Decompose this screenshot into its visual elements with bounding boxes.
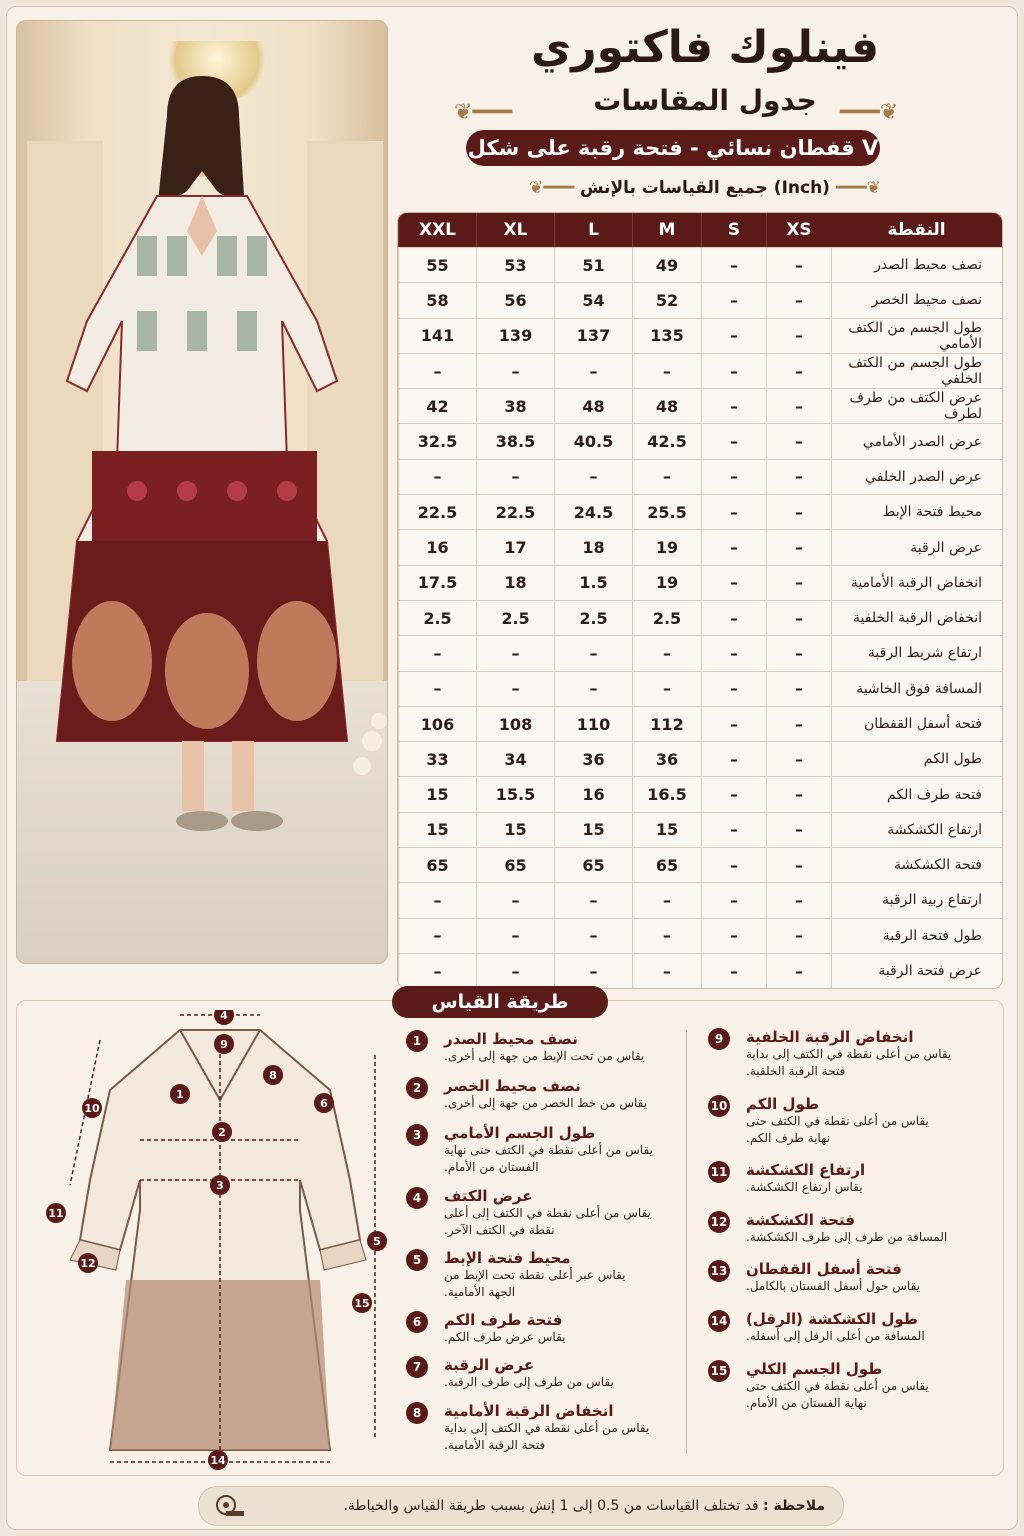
guide-item-title: نصف محيط الخصر xyxy=(444,1077,581,1095)
cell-xxl: 22.5 xyxy=(398,494,476,529)
cell-m: 49 xyxy=(632,247,701,282)
guide-item-title: انخفاض الرقبة الخلفية xyxy=(746,1028,914,1046)
cell-xxl: 65 xyxy=(398,847,476,882)
table-row xyxy=(398,953,1002,988)
cell-m: 15 xyxy=(632,812,701,847)
cell-l: 2.5 xyxy=(554,600,632,635)
col-header-xxl: XXL xyxy=(398,213,476,247)
cell-xl: – xyxy=(476,635,554,670)
cell-l: – xyxy=(554,882,632,917)
svg-text:12: 12 xyxy=(80,1257,96,1270)
guide-item-8 xyxy=(410,1402,655,1454)
step-number-badge: 15 xyxy=(708,1360,730,1382)
col-header-xl: XL xyxy=(476,213,554,247)
guide-item-title: فتحة الكشكشة xyxy=(746,1211,855,1229)
table-row xyxy=(398,388,1002,423)
guide-item-title: عرض الرقبة xyxy=(444,1356,535,1374)
cell-s: – xyxy=(701,882,766,917)
size-table-header xyxy=(398,213,1002,247)
cell-s: – xyxy=(701,318,766,353)
cell-xs: – xyxy=(766,635,831,670)
table-row xyxy=(398,459,1002,494)
table-row xyxy=(398,494,1002,529)
row-label: فتحة طرف الكم xyxy=(831,776,1002,811)
svg-text:14: 14 xyxy=(210,1454,226,1467)
cell-xxl: 33 xyxy=(398,741,476,776)
table-row xyxy=(398,247,1002,282)
guide-item-desc: يقاس من أعلى نقطة في الكتف حتى نهاية الفستان من الأمام. xyxy=(746,1379,929,1410)
step-number-badge: 4 xyxy=(406,1187,428,1209)
row-label: ارتفاع الكشكشة xyxy=(831,812,1002,847)
cell-xxl: – xyxy=(398,459,476,494)
cell-s: – xyxy=(701,918,766,953)
cell-xxl: – xyxy=(398,882,476,917)
row-label: محيط فتحة الإبط xyxy=(831,494,1002,529)
svg-text:6: 6 xyxy=(320,1097,328,1110)
guide-item-12 xyxy=(712,1211,952,1246)
cell-s: – xyxy=(701,953,766,988)
guide-item-desc: يقاس حول أسفل الفستان بالكامل. xyxy=(746,1279,920,1293)
cell-xxl: – xyxy=(398,671,476,706)
ornament-right-small-icon: ━━━❦ xyxy=(835,178,881,198)
step-number-badge: 8 xyxy=(406,1402,428,1424)
table-row xyxy=(398,847,1002,882)
cell-s: – xyxy=(701,247,766,282)
step-number-badge: 6 xyxy=(406,1311,428,1333)
cell-s: – xyxy=(701,847,766,882)
step-number-badge: 13 xyxy=(708,1260,730,1282)
cell-s: – xyxy=(701,776,766,811)
cell-xl: 65 xyxy=(476,847,554,882)
brand-title: فينلوك فاكتوري xyxy=(530,22,880,73)
guide-item-title: نصف محيط الصدر xyxy=(444,1030,578,1048)
guide-item-desc: يقاس من خط الخصر من جهة إلى أخرى. xyxy=(444,1096,648,1110)
cell-xs: – xyxy=(766,776,831,811)
guide-item-7 xyxy=(410,1356,655,1391)
table-row xyxy=(398,706,1002,741)
size-table xyxy=(397,212,1003,989)
cell-m: 16.5 xyxy=(632,776,701,811)
row-label: طول فتحة الرقبة xyxy=(831,918,1002,953)
cell-xs: – xyxy=(766,388,831,423)
cell-xl: 56 xyxy=(476,282,554,317)
cell-l: 16 xyxy=(554,776,632,811)
cell-xxl: 15 xyxy=(398,776,476,811)
cell-xs: – xyxy=(766,423,831,458)
table-row xyxy=(398,353,1002,388)
table-row xyxy=(398,882,1002,917)
guide-item-14 xyxy=(712,1310,952,1345)
cell-xl: 22.5 xyxy=(476,494,554,529)
row-label: ارتفاع ربية الرقبة xyxy=(831,882,1002,917)
cell-l: – xyxy=(554,459,632,494)
row-label: طول الكم xyxy=(831,741,1002,776)
cell-l: 15 xyxy=(554,812,632,847)
cell-xs: – xyxy=(766,529,831,564)
row-label: ارتفاع شريط الرقبة xyxy=(831,635,1002,670)
units-line xyxy=(400,178,1010,198)
guide-divider xyxy=(686,1030,687,1454)
cell-m: 42.5 xyxy=(632,423,701,458)
cell-l: – xyxy=(554,671,632,706)
guide-item-title: انخفاض الرقبة الأمامية xyxy=(444,1402,614,1420)
measuring-guide-title: طريقة القياس xyxy=(392,986,608,1018)
guide-item-title: طول الجسم الأمامي xyxy=(444,1124,596,1142)
cell-xxl: 42 xyxy=(398,388,476,423)
cell-xs: – xyxy=(766,741,831,776)
cell-m: – xyxy=(632,635,701,670)
cell-l: – xyxy=(554,953,632,988)
step-number-badge: 12 xyxy=(708,1211,730,1233)
cell-l: 51 xyxy=(554,247,632,282)
cell-xl: 18 xyxy=(476,565,554,600)
cell-l: 36 xyxy=(554,741,632,776)
cell-xl: 38.5 xyxy=(476,423,554,458)
col-header-point: النقطة xyxy=(831,213,1002,247)
cell-m: 52 xyxy=(632,282,701,317)
cell-m: 65 xyxy=(632,847,701,882)
step-number-badge: 2 xyxy=(406,1077,428,1099)
table-row xyxy=(398,600,1002,635)
cell-xs: – xyxy=(766,318,831,353)
cell-xl: – xyxy=(476,459,554,494)
cell-xs: – xyxy=(766,353,831,388)
guide-item-desc: يقاس من أعلى نقطة في الكتف حتى نهاية طرف الكم. xyxy=(746,1114,929,1145)
guide-item-desc: يقاس من أعلى نقطة في الكتف إلى أعلى نقطة في الكتف الآخر. xyxy=(444,1206,651,1237)
table-row xyxy=(398,565,1002,600)
guide-item-11 xyxy=(712,1161,952,1196)
guide-item-title: فتحة أسفل القفطان xyxy=(746,1260,902,1278)
cell-xs: – xyxy=(766,812,831,847)
row-label: عرض الصدر الأمامي xyxy=(831,423,1002,458)
row-label: عرض الرقبة xyxy=(831,529,1002,564)
row-label: انخفاض الرقبة الأمامية xyxy=(831,565,1002,600)
cell-xs: – xyxy=(766,459,831,494)
cell-xxl: 15 xyxy=(398,812,476,847)
table-row xyxy=(398,318,1002,353)
row-label: فتحة الكشكشة xyxy=(831,847,1002,882)
step-number-badge: 14 xyxy=(708,1310,730,1332)
cell-m: 112 xyxy=(632,706,701,741)
cell-l: 110 xyxy=(554,706,632,741)
note-bar xyxy=(198,1486,844,1526)
guide-item-15 xyxy=(712,1360,952,1412)
step-number-badge: 10 xyxy=(708,1095,730,1117)
guide-item-3 xyxy=(410,1124,655,1176)
step-number-badge: 3 xyxy=(406,1124,428,1146)
cell-m: 19 xyxy=(632,529,701,564)
cell-xl: 38 xyxy=(476,388,554,423)
guide-item-desc: يقاس عبر أعلى نقطة تحت الإبط من الجهة الأمامية. xyxy=(444,1268,626,1299)
model-kaftan-illustration xyxy=(17,21,387,963)
cell-xs: – xyxy=(766,247,831,282)
svg-text:8: 8 xyxy=(269,1069,277,1082)
cell-xs: – xyxy=(766,565,831,600)
table-row xyxy=(398,776,1002,811)
guide-item-title: فتحة طرف الكم xyxy=(444,1311,563,1329)
guide-item-desc: يقاس من أعلى نقطة في الكتف حتى نهاية الفستان من الأمام. xyxy=(444,1143,653,1174)
cell-xl: – xyxy=(476,882,554,917)
row-label: فتحة أسفل القفطان xyxy=(831,706,1002,741)
cell-xxl: – xyxy=(398,918,476,953)
row-label: نصف محيط الصدر xyxy=(831,247,1002,282)
step-number-badge: 11 xyxy=(708,1161,730,1183)
product-name-pill: قفطان نسائي - فتحة رقبة على شكل V xyxy=(466,130,880,166)
step-number-badge: 7 xyxy=(406,1356,428,1378)
cell-s: – xyxy=(701,282,766,317)
cell-xxl: 16 xyxy=(398,529,476,564)
cell-xxl: – xyxy=(398,953,476,988)
cell-m: – xyxy=(632,671,701,706)
cell-xl: 2.5 xyxy=(476,600,554,635)
cell-xl: 15 xyxy=(476,812,554,847)
guide-item-title: عرض الكتف xyxy=(444,1187,533,1205)
cell-m: 25.5 xyxy=(632,494,701,529)
cell-l: 48 xyxy=(554,388,632,423)
measuring-tape-icon xyxy=(215,1493,245,1517)
col-header-s: S xyxy=(701,213,766,247)
guide-item-desc: المسافة من طرف إلى طرف الكشكشة. xyxy=(746,1230,948,1244)
col-header-xs: XS xyxy=(766,213,831,247)
cell-l: – xyxy=(554,353,632,388)
cell-xl: 53 xyxy=(476,247,554,282)
cell-m: – xyxy=(632,459,701,494)
cell-xl: 34 xyxy=(476,741,554,776)
guide-item-desc: يقاس من طرف إلى طرف الرقبة. xyxy=(444,1375,614,1389)
cell-l: 54 xyxy=(554,282,632,317)
cell-xs: – xyxy=(766,494,831,529)
cell-xl: 15.5 xyxy=(476,776,554,811)
ornament-left-small-icon: ❦━━━ xyxy=(529,178,581,198)
row-label: طول الجسم من الكتف الخلفي xyxy=(831,353,1002,388)
guide-item-desc: يقاس من أعلى نقطة في الكتف إلى بداية فتحة الرقبة الأمامية. xyxy=(444,1421,650,1452)
cell-xs: – xyxy=(766,282,831,317)
cell-m: – xyxy=(632,353,701,388)
cell-s: – xyxy=(701,388,766,423)
step-number-badge: 1 xyxy=(406,1030,428,1052)
table-row xyxy=(398,812,1002,847)
cell-xl: 108 xyxy=(476,706,554,741)
cell-xxl: 2.5 xyxy=(398,600,476,635)
guide-item-2 xyxy=(410,1077,655,1112)
step-number-badge: 9 xyxy=(708,1028,730,1050)
cell-xs: – xyxy=(766,847,831,882)
cell-m: 2.5 xyxy=(632,600,701,635)
guide-item-desc: يقاس ارتفاع الكشكشة. xyxy=(746,1180,863,1194)
cell-xl: – xyxy=(476,918,554,953)
cell-l: 18 xyxy=(554,529,632,564)
table-row xyxy=(398,282,1002,317)
row-label: عرض فتحة الرقبة xyxy=(831,953,1002,988)
cell-l: 40.5 xyxy=(554,423,632,458)
cell-xl: 139 xyxy=(476,318,554,353)
cell-s: – xyxy=(701,529,766,564)
cell-m: – xyxy=(632,918,701,953)
cell-xxl: – xyxy=(398,635,476,670)
guide-item-desc: يقاس من تحت الإبط من جهة إلى أخرى. xyxy=(444,1049,645,1063)
svg-text:4: 4 xyxy=(220,1010,228,1022)
cell-l: 65 xyxy=(554,847,632,882)
guide-item-10 xyxy=(712,1095,952,1147)
row-label: المسافة فوق الخاشية xyxy=(831,671,1002,706)
guide-item-desc: المسافة من أعلى الرفل إلى أسفله. xyxy=(746,1329,925,1343)
table-row xyxy=(398,423,1002,458)
row-label: طول الجسم من الكتف الأمامي xyxy=(831,318,1002,353)
svg-text:2: 2 xyxy=(218,1126,226,1139)
table-row xyxy=(398,635,1002,670)
guide-item-5 xyxy=(410,1249,655,1301)
chart-subtitle: جدول المقاسات xyxy=(593,84,817,117)
cell-l: – xyxy=(554,918,632,953)
cell-s: – xyxy=(701,353,766,388)
col-header-l: L xyxy=(554,213,632,247)
note-text: قد تختلف القياسات من 0.5 إلى 1 إنش بسبب طريقة القياس والخياطة. xyxy=(343,1498,759,1514)
step-number-badge: 5 xyxy=(406,1249,428,1271)
dress-measurement-diagram xyxy=(30,1010,390,1470)
guide-item-desc: يقاس من أعلى نقطة في الكتف إلى بداية فتحة الرقبة الخلفية. xyxy=(746,1047,952,1078)
svg-text:5: 5 xyxy=(373,1235,381,1248)
cell-xl: – xyxy=(476,671,554,706)
cell-s: – xyxy=(701,741,766,776)
cell-s: – xyxy=(701,600,766,635)
guide-item-9 xyxy=(712,1028,952,1080)
guide-item-title: طول الكشكشة (الرقل) xyxy=(746,1310,918,1328)
guide-item-title: ارتفاع الكشكشة xyxy=(746,1161,866,1179)
guide-item-4 xyxy=(410,1187,655,1239)
cell-xs: – xyxy=(766,600,831,635)
guide-item-title: محيط فتحة الإبط xyxy=(444,1249,571,1267)
col-header-m: M xyxy=(632,213,701,247)
units-text: جميع القياسات بالإنش (Inch) xyxy=(580,178,830,198)
svg-text:3: 3 xyxy=(216,1179,224,1192)
row-label: عرض الصدر الخلفي xyxy=(831,459,1002,494)
cell-m: 36 xyxy=(632,741,701,776)
cell-m: 135 xyxy=(632,318,701,353)
svg-text:11: 11 xyxy=(48,1207,64,1220)
cell-s: – xyxy=(701,459,766,494)
svg-text:15: 15 xyxy=(354,1297,370,1310)
cell-xxl: 55 xyxy=(398,247,476,282)
svg-text:1: 1 xyxy=(176,1088,184,1101)
cell-l: 24.5 xyxy=(554,494,632,529)
cell-s: – xyxy=(701,494,766,529)
cell-xl: 17 xyxy=(476,529,554,564)
cell-s: – xyxy=(701,812,766,847)
cell-s: – xyxy=(701,565,766,600)
cell-m: – xyxy=(632,953,701,988)
row-label: انخفاض الرقبة الخلفية xyxy=(831,600,1002,635)
cell-m: 48 xyxy=(632,388,701,423)
guide-item-title: طول الكم xyxy=(746,1095,820,1113)
guide-item-1 xyxy=(410,1030,655,1065)
table-row xyxy=(398,741,1002,776)
product-photo xyxy=(16,20,388,964)
cell-xs: – xyxy=(766,671,831,706)
cell-l: 137 xyxy=(554,318,632,353)
cell-xxl: 58 xyxy=(398,282,476,317)
cell-xxl: – xyxy=(398,353,476,388)
cell-l: – xyxy=(554,635,632,670)
cell-xs: – xyxy=(766,706,831,741)
table-row xyxy=(398,529,1002,564)
guide-item-desc: يقاس عرض طرف الكم. xyxy=(444,1330,566,1344)
guide-item-title: طول الجسم الكلي xyxy=(746,1360,883,1378)
cell-m: – xyxy=(632,882,701,917)
cell-xxl: 141 xyxy=(398,318,476,353)
cell-xl: – xyxy=(476,353,554,388)
cell-xxl: 32.5 xyxy=(398,423,476,458)
cell-s: – xyxy=(701,706,766,741)
cell-s: – xyxy=(701,671,766,706)
cell-xxl: 106 xyxy=(398,706,476,741)
cell-s: – xyxy=(701,423,766,458)
guide-item-13 xyxy=(712,1260,952,1295)
table-row xyxy=(398,918,1002,953)
row-label: عرض الكتف من طرف لطرف xyxy=(831,388,1002,423)
ornament-left-icon: ❦━━━ xyxy=(454,100,513,125)
cell-xs: – xyxy=(766,953,831,988)
cell-m: 19 xyxy=(632,565,701,600)
cell-xs: – xyxy=(766,882,831,917)
cell-xl: – xyxy=(476,953,554,988)
note-key: ملاحظة : xyxy=(763,1498,825,1514)
cell-s: – xyxy=(701,635,766,670)
cell-l: 1.5 xyxy=(554,565,632,600)
table-row xyxy=(398,671,1002,706)
cell-xs: – xyxy=(766,918,831,953)
guide-item-6 xyxy=(410,1311,655,1346)
row-label: نصف محيط الخصر xyxy=(831,282,1002,317)
ornament-right-icon: ━━━❦ xyxy=(840,100,899,125)
svg-text:10: 10 xyxy=(84,1102,100,1115)
svg-text:9: 9 xyxy=(220,1038,228,1051)
cell-xxl: 17.5 xyxy=(398,565,476,600)
